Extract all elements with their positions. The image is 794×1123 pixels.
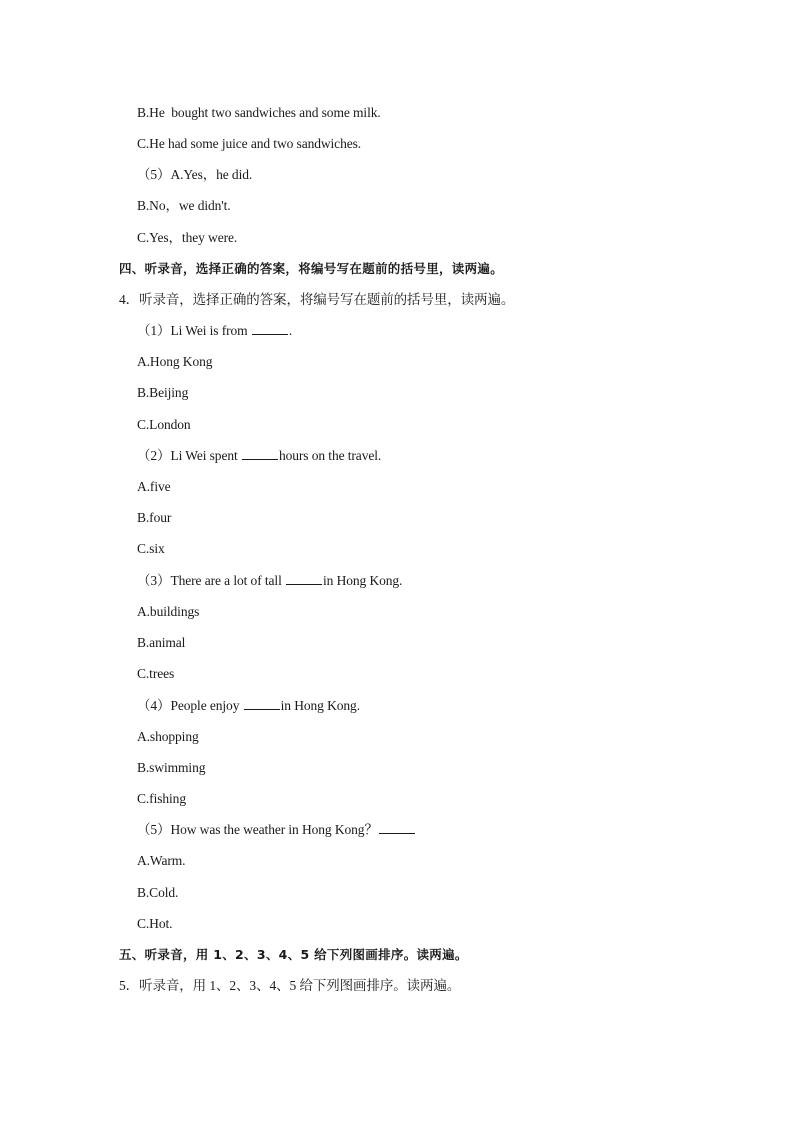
q4-5-option-c: C.Hot. bbox=[137, 916, 173, 931]
q4-1-option-b: B.Beijing bbox=[137, 385, 189, 400]
q4-2-option-c: C.six bbox=[137, 541, 165, 556]
q4-1-text: （1）Li Wei is from bbox=[137, 323, 248, 338]
q4-4-option-b: B.swimming bbox=[137, 760, 206, 775]
answer-blank bbox=[252, 322, 288, 335]
q4-2-option-b: B.four bbox=[137, 510, 172, 525]
section-four-heading: 四、听录音，选择正确的答案，将编号写在题前的括号里，读两遍。 bbox=[119, 261, 504, 276]
question-5-instruction: 5．听录音，用 1、2、3、4、5 给下列图画排序。读两遍。 bbox=[119, 978, 461, 993]
q4-4-option-a: A.shopping bbox=[137, 729, 199, 744]
q4-4-end: in Hong Kong. bbox=[280, 698, 360, 713]
q4-2-text: （2）Li Wei spent bbox=[137, 448, 238, 463]
q4-2-option-a: A.five bbox=[137, 479, 171, 494]
q4-3-stem bbox=[137, 572, 402, 590]
q4-2-end: hours on the travel. bbox=[278, 448, 382, 463]
q4-4-option-c: C.fishing bbox=[137, 791, 186, 806]
option-b-q3: B.He bought two sandwiches and some milk. bbox=[137, 105, 381, 120]
q4-2-stem bbox=[137, 447, 381, 465]
q4-5-stem bbox=[137, 821, 416, 839]
q4-3-option-a: A.buildings bbox=[137, 604, 200, 619]
q4-3-option-c: C.trees bbox=[137, 666, 175, 681]
option-b-q5: B.No，we didn't. bbox=[137, 198, 231, 213]
question-4-instruction: 4．听录音，选择正确的答案，将编号写在题前的括号里，读两遍。 bbox=[119, 292, 515, 307]
q4-5-option-a: A.Warm. bbox=[137, 853, 186, 868]
option-c-q3: C.He had some juice and two sandwiches. bbox=[137, 136, 362, 151]
q4-3-option-b: B.animal bbox=[137, 635, 186, 650]
q4-4-stem bbox=[137, 697, 360, 715]
answer-blank bbox=[286, 572, 322, 585]
q4-1-option-c: C.London bbox=[137, 417, 191, 432]
answer-blank bbox=[244, 697, 280, 710]
q4-4-text: （4）People enjoy bbox=[137, 698, 240, 713]
q4-1-end: . bbox=[288, 323, 293, 338]
answer-blank bbox=[242, 447, 278, 460]
q4-3-text: （3）There are a lot of tall bbox=[137, 573, 282, 588]
q4-3-end: in Hong Kong. bbox=[323, 573, 403, 588]
q4-5-option-b: B.Cold. bbox=[137, 885, 179, 900]
q4-1-stem bbox=[137, 322, 292, 340]
section-five-heading: 五、听录音，用 1、2、3、4、5 给下列图画排序。读两遍。 bbox=[119, 947, 468, 962]
option-c-q5: C.Yes，they were. bbox=[137, 230, 238, 245]
q4-1-option-a: A.Hong Kong bbox=[137, 354, 213, 369]
answer-blank bbox=[379, 821, 415, 834]
question-5-option-a: （5）A.Yes，he did. bbox=[137, 167, 253, 182]
q4-5-text: （5）How was the weather in Hong Kong？ bbox=[137, 822, 378, 837]
